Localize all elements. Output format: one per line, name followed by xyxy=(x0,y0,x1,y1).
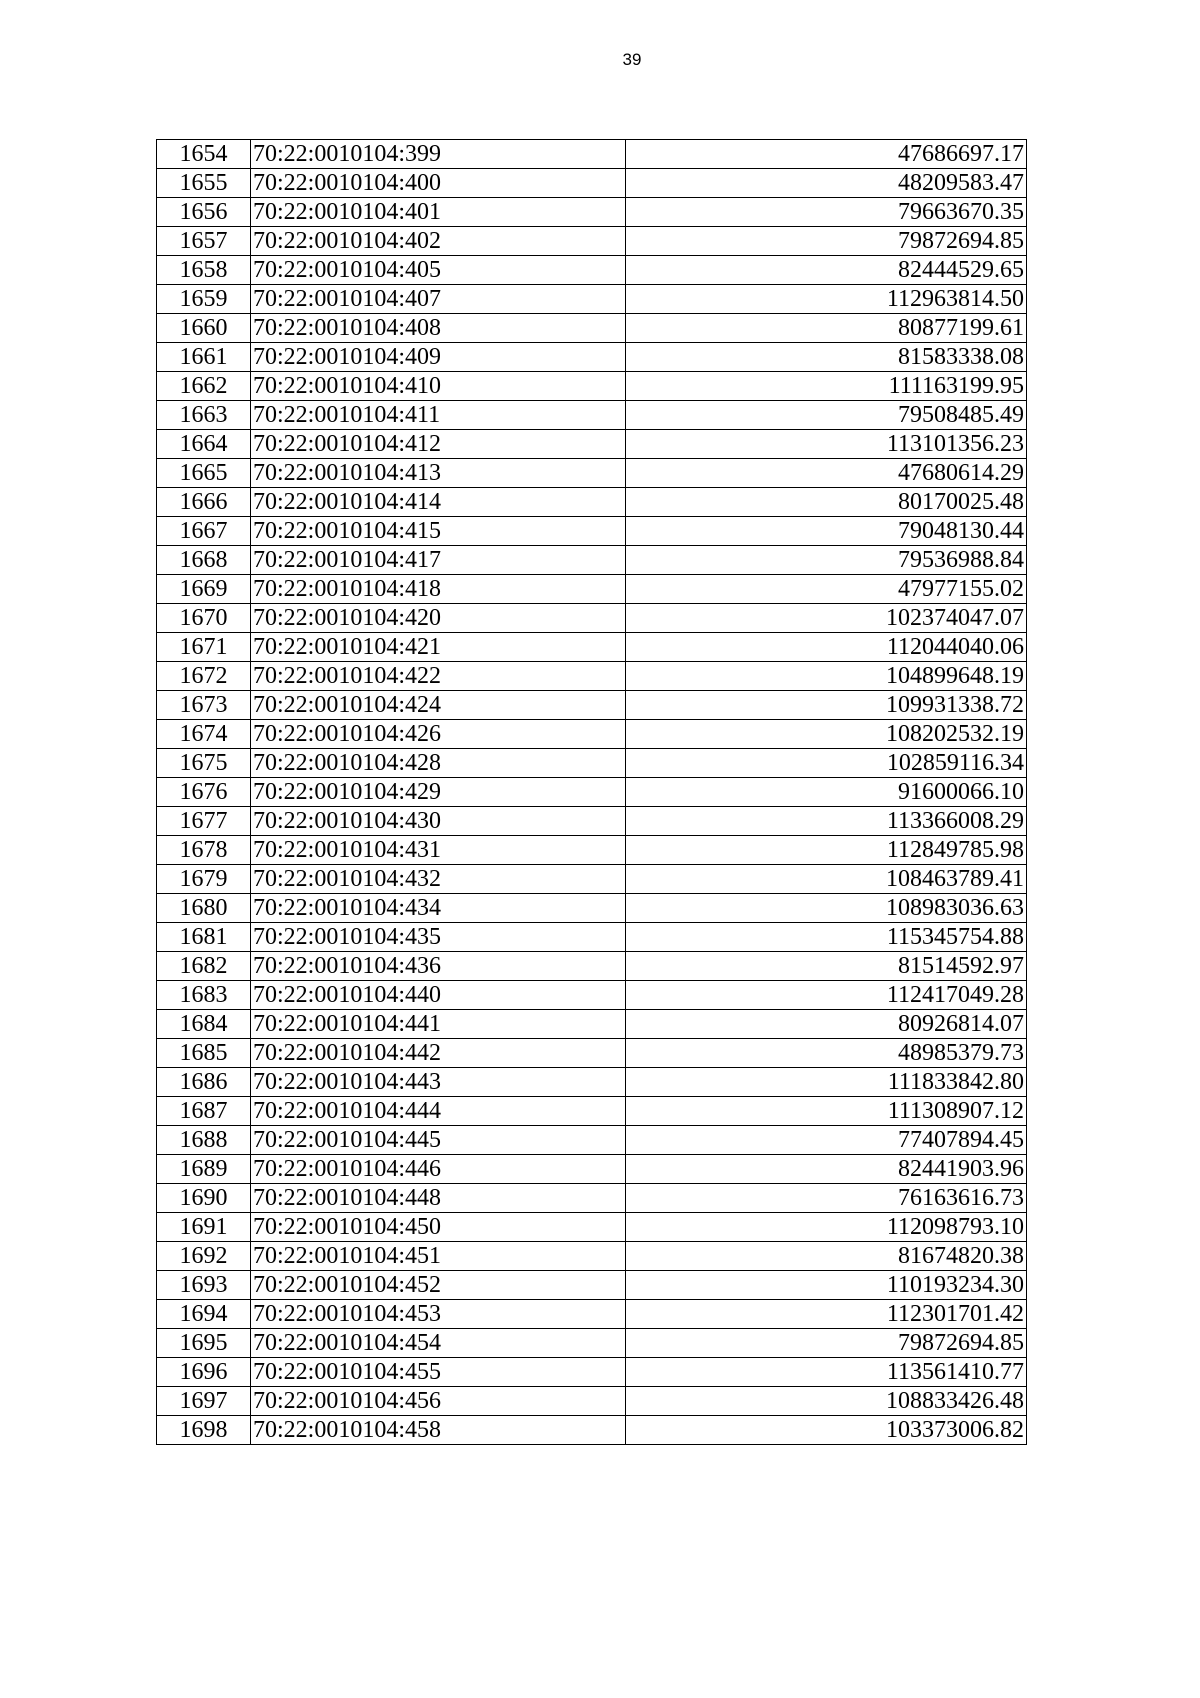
row-number-cell: 1695 xyxy=(157,1329,251,1358)
cadastral-value-cell: 79872694.85 xyxy=(626,1329,1027,1358)
cadastral-value-cell: 47686697.17 xyxy=(626,140,1027,169)
cadastral-value-cell: 79048130.44 xyxy=(626,517,1027,546)
cadastral-value-cell: 76163616.73 xyxy=(626,1184,1027,1213)
row-number-cell: 1662 xyxy=(157,372,251,401)
row-number-cell: 1660 xyxy=(157,314,251,343)
row-number-cell: 1690 xyxy=(157,1184,251,1213)
cadastral-value-cell: 103373006.82 xyxy=(626,1416,1027,1445)
cadastral-value-cell: 79508485.49 xyxy=(626,401,1027,430)
table-row xyxy=(157,952,1027,981)
row-number-cell: 1684 xyxy=(157,1010,251,1039)
cadastral-value-cell: 109931338.72 xyxy=(626,691,1027,720)
cadastral-number-cell: 70:22:0010104:442 xyxy=(251,1039,626,1068)
cadastral-number-cell: 70:22:0010104:408 xyxy=(251,314,626,343)
cadastral-value-cell: 47977155.02 xyxy=(626,575,1027,604)
row-number-cell: 1674 xyxy=(157,720,251,749)
cadastral-value-cell: 48985379.73 xyxy=(626,1039,1027,1068)
table-body xyxy=(157,140,1027,1445)
table-row xyxy=(157,401,1027,430)
row-number-cell: 1671 xyxy=(157,633,251,662)
cadastral-number-cell: 70:22:0010104:401 xyxy=(251,198,626,227)
cadastral-value-cell: 91600066.10 xyxy=(626,778,1027,807)
row-number-cell: 1689 xyxy=(157,1155,251,1184)
cadastral-number-cell: 70:22:0010104:450 xyxy=(251,1213,626,1242)
cadastral-number-cell: 70:22:0010104:429 xyxy=(251,778,626,807)
cadastral-number-cell: 70:22:0010104:431 xyxy=(251,836,626,865)
cadastral-number-cell: 70:22:0010104:444 xyxy=(251,1097,626,1126)
table-row xyxy=(157,1155,1027,1184)
table-row xyxy=(157,314,1027,343)
table-row xyxy=(157,662,1027,691)
row-number-cell: 1672 xyxy=(157,662,251,691)
cadastral-number-cell: 70:22:0010104:435 xyxy=(251,923,626,952)
cadastral-value-cell: 112849785.98 xyxy=(626,836,1027,865)
table-row xyxy=(157,1126,1027,1155)
table-row xyxy=(157,1271,1027,1300)
row-number-cell: 1682 xyxy=(157,952,251,981)
table-row xyxy=(157,285,1027,314)
cadastral-value-cell: 47680614.29 xyxy=(626,459,1027,488)
table-row xyxy=(157,836,1027,865)
row-number-cell: 1656 xyxy=(157,198,251,227)
row-number-cell: 1677 xyxy=(157,807,251,836)
cadastral-number-cell: 70:22:0010104:410 xyxy=(251,372,626,401)
cadastral-number-cell: 70:22:0010104:441 xyxy=(251,1010,626,1039)
cadastral-value-cell: 112044040.06 xyxy=(626,633,1027,662)
table-row xyxy=(157,198,1027,227)
table-row xyxy=(157,169,1027,198)
table-row xyxy=(157,1242,1027,1271)
cadastral-number-cell: 70:22:0010104:417 xyxy=(251,546,626,575)
cadastral-number-cell: 70:22:0010104:436 xyxy=(251,952,626,981)
table-row xyxy=(157,894,1027,923)
row-number-cell: 1658 xyxy=(157,256,251,285)
cadastral-value-cell: 102374047.07 xyxy=(626,604,1027,633)
row-number-cell: 1693 xyxy=(157,1271,251,1300)
row-number-cell: 1666 xyxy=(157,488,251,517)
cadastral-value-cell: 113366008.29 xyxy=(626,807,1027,836)
row-number-cell: 1664 xyxy=(157,430,251,459)
table-row xyxy=(157,778,1027,807)
table-row xyxy=(157,1358,1027,1387)
table-row xyxy=(157,865,1027,894)
row-number-cell: 1691 xyxy=(157,1213,251,1242)
cadastral-number-cell: 70:22:0010104:452 xyxy=(251,1271,626,1300)
cadastral-number-cell: 70:22:0010104:412 xyxy=(251,430,626,459)
table-row xyxy=(157,430,1027,459)
table-row xyxy=(157,343,1027,372)
table-row xyxy=(157,372,1027,401)
table-row xyxy=(157,720,1027,749)
cadastral-number-cell: 70:22:0010104:430 xyxy=(251,807,626,836)
cadastral-number-cell: 70:22:0010104:400 xyxy=(251,169,626,198)
cadastral-number-cell: 70:22:0010104:421 xyxy=(251,633,626,662)
cadastral-number-cell: 70:22:0010104:402 xyxy=(251,227,626,256)
row-number-cell: 1665 xyxy=(157,459,251,488)
cadastral-value-cell: 108463789.41 xyxy=(626,865,1027,894)
cadastral-value-cell: 111308907.12 xyxy=(626,1097,1027,1126)
table-row xyxy=(157,1329,1027,1358)
row-number-cell: 1686 xyxy=(157,1068,251,1097)
cadastral-number-cell: 70:22:0010104:426 xyxy=(251,720,626,749)
cadastral-number-cell: 70:22:0010104:413 xyxy=(251,459,626,488)
table-row xyxy=(157,1010,1027,1039)
row-number-cell: 1673 xyxy=(157,691,251,720)
cadastral-number-cell: 70:22:0010104:399 xyxy=(251,140,626,169)
cadastral-value-cell: 111833842.80 xyxy=(626,1068,1027,1097)
cadastral-number-cell: 70:22:0010104:453 xyxy=(251,1300,626,1329)
table-row xyxy=(157,807,1027,836)
cadastral-number-cell: 70:22:0010104:407 xyxy=(251,285,626,314)
row-number-cell: 1696 xyxy=(157,1358,251,1387)
table-row xyxy=(157,604,1027,633)
cadastral-number-cell: 70:22:0010104:411 xyxy=(251,401,626,430)
cadastral-value-cell: 82441903.96 xyxy=(626,1155,1027,1184)
cadastral-value-cell: 81583338.08 xyxy=(626,343,1027,372)
cadastral-value-cell: 111163199.95 xyxy=(626,372,1027,401)
cadastral-number-cell: 70:22:0010104:445 xyxy=(251,1126,626,1155)
row-number-cell: 1667 xyxy=(157,517,251,546)
table-row xyxy=(157,227,1027,256)
table-row xyxy=(157,1387,1027,1416)
cadastral-value-cell: 79536988.84 xyxy=(626,546,1027,575)
row-number-cell: 1683 xyxy=(157,981,251,1010)
cadastral-number-cell: 70:22:0010104:424 xyxy=(251,691,626,720)
cadastral-number-cell: 70:22:0010104:454 xyxy=(251,1329,626,1358)
cadastral-number-cell: 70:22:0010104:455 xyxy=(251,1358,626,1387)
cadastral-value-table xyxy=(156,139,1027,1445)
table-row xyxy=(157,1097,1027,1126)
row-number-cell: 1678 xyxy=(157,836,251,865)
row-number-cell: 1655 xyxy=(157,169,251,198)
row-number-cell: 1698 xyxy=(157,1416,251,1445)
cadastral-value-cell: 108202532.19 xyxy=(626,720,1027,749)
cadastral-value-cell: 104899648.19 xyxy=(626,662,1027,691)
cadastral-value-cell: 110193234.30 xyxy=(626,1271,1027,1300)
table-row xyxy=(157,691,1027,720)
cadastral-value-cell: 80170025.48 xyxy=(626,488,1027,517)
row-number-cell: 1680 xyxy=(157,894,251,923)
cadastral-number-cell: 70:22:0010104:458 xyxy=(251,1416,626,1445)
cadastral-value-cell: 112417049.28 xyxy=(626,981,1027,1010)
table-row xyxy=(157,256,1027,285)
cadastral-value-cell: 112301701.42 xyxy=(626,1300,1027,1329)
table-row xyxy=(157,575,1027,604)
cadastral-number-cell: 70:22:0010104:443 xyxy=(251,1068,626,1097)
cadastral-number-cell: 70:22:0010104:409 xyxy=(251,343,626,372)
cadastral-value-cell: 80877199.61 xyxy=(626,314,1027,343)
table-row xyxy=(157,459,1027,488)
cadastral-value-cell: 80926814.07 xyxy=(626,1010,1027,1039)
table-row xyxy=(157,1184,1027,1213)
table-row xyxy=(157,633,1027,662)
row-number-cell: 1694 xyxy=(157,1300,251,1329)
row-number-cell: 1661 xyxy=(157,343,251,372)
cadastral-number-cell: 70:22:0010104:434 xyxy=(251,894,626,923)
table-row xyxy=(157,517,1027,546)
row-number-cell: 1681 xyxy=(157,923,251,952)
row-number-cell: 1692 xyxy=(157,1242,251,1271)
cadastral-value-cell: 115345754.88 xyxy=(626,923,1027,952)
row-number-cell: 1668 xyxy=(157,546,251,575)
cadastral-number-cell: 70:22:0010104:418 xyxy=(251,575,626,604)
row-number-cell: 1663 xyxy=(157,401,251,430)
table-row xyxy=(157,1213,1027,1242)
cadastral-value-cell: 79872694.85 xyxy=(626,227,1027,256)
cadastral-value-cell: 77407894.45 xyxy=(626,1126,1027,1155)
table-row xyxy=(157,923,1027,952)
cadastral-value-cell: 79663670.35 xyxy=(626,198,1027,227)
row-number-cell: 1679 xyxy=(157,865,251,894)
row-number-cell: 1685 xyxy=(157,1039,251,1068)
cadastral-number-cell: 70:22:0010104:456 xyxy=(251,1387,626,1416)
cadastral-number-cell: 70:22:0010104:448 xyxy=(251,1184,626,1213)
row-number-cell: 1654 xyxy=(157,140,251,169)
cadastral-number-cell: 70:22:0010104:422 xyxy=(251,662,626,691)
cadastral-value-cell: 108833426.48 xyxy=(626,1387,1027,1416)
row-number-cell: 1697 xyxy=(157,1387,251,1416)
table-row xyxy=(157,140,1027,169)
table-row xyxy=(157,1039,1027,1068)
row-number-cell: 1675 xyxy=(157,749,251,778)
row-number-cell: 1676 xyxy=(157,778,251,807)
page-number: 39 xyxy=(622,50,642,69)
cadastral-value-cell: 82444529.65 xyxy=(626,256,1027,285)
cadastral-value-cell: 102859116.34 xyxy=(626,749,1027,778)
cadastral-value-cell: 48209583.47 xyxy=(626,169,1027,198)
table-row xyxy=(157,1300,1027,1329)
cadastral-number-cell: 70:22:0010104:414 xyxy=(251,488,626,517)
cadastral-number-cell: 70:22:0010104:432 xyxy=(251,865,626,894)
cadastral-number-cell: 70:22:0010104:405 xyxy=(251,256,626,285)
table-row xyxy=(157,981,1027,1010)
cadastral-value-cell: 81514592.97 xyxy=(626,952,1027,981)
cadastral-number-cell: 70:22:0010104:428 xyxy=(251,749,626,778)
cadastral-value-cell: 113101356.23 xyxy=(626,430,1027,459)
cadastral-number-cell: 70:22:0010104:415 xyxy=(251,517,626,546)
row-number-cell: 1659 xyxy=(157,285,251,314)
table-row xyxy=(157,488,1027,517)
table-row xyxy=(157,1416,1027,1445)
cadastral-number-cell: 70:22:0010104:451 xyxy=(251,1242,626,1271)
cadastral-value-cell: 113561410.77 xyxy=(626,1358,1027,1387)
cadastral-value-cell: 108983036.63 xyxy=(626,894,1027,923)
table-row xyxy=(157,749,1027,778)
cadastral-value-cell: 112963814.50 xyxy=(626,285,1027,314)
cadastral-value-cell: 112098793.10 xyxy=(626,1213,1027,1242)
row-number-cell: 1687 xyxy=(157,1097,251,1126)
cadastral-number-cell: 70:22:0010104:420 xyxy=(251,604,626,633)
row-number-cell: 1670 xyxy=(157,604,251,633)
cadastral-number-cell: 70:22:0010104:446 xyxy=(251,1155,626,1184)
cadastral-number-cell: 70:22:0010104:440 xyxy=(251,981,626,1010)
row-number-cell: 1657 xyxy=(157,227,251,256)
table-row xyxy=(157,546,1027,575)
cadastral-value-cell: 81674820.38 xyxy=(626,1242,1027,1271)
table-row xyxy=(157,1068,1027,1097)
row-number-cell: 1669 xyxy=(157,575,251,604)
row-number-cell: 1688 xyxy=(157,1126,251,1155)
